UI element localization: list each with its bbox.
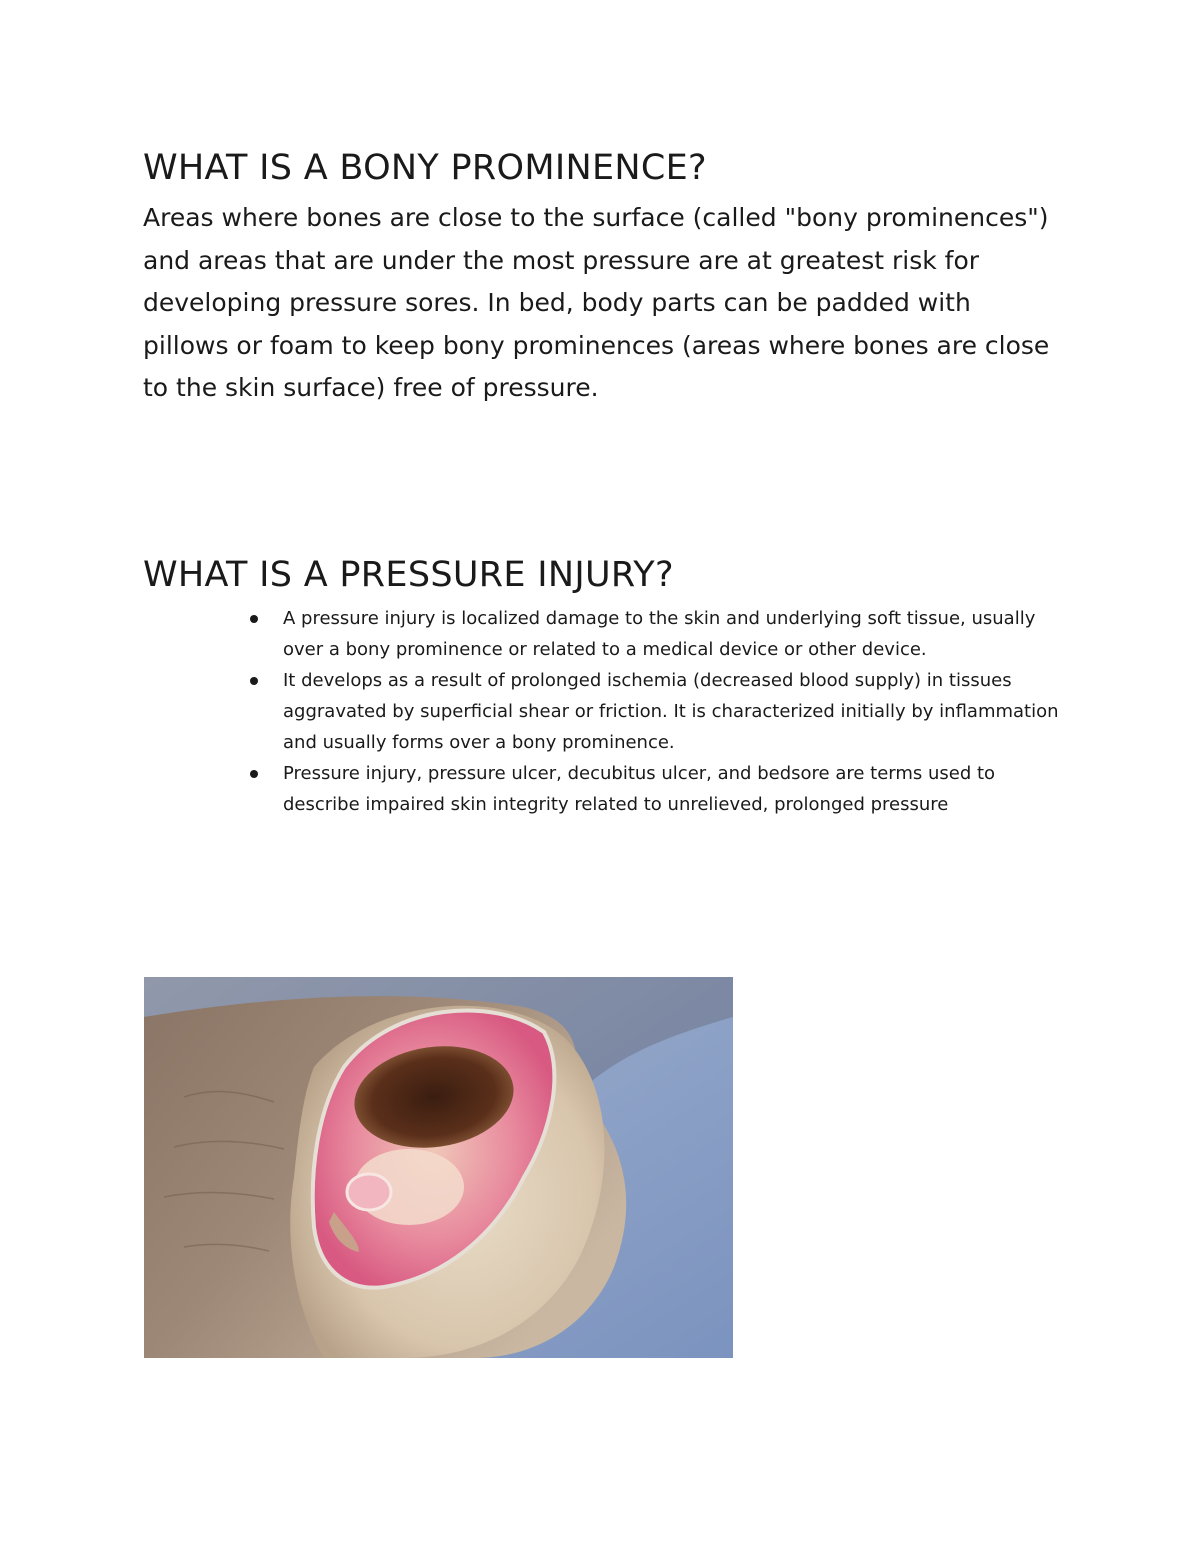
bullet-item [283,603,1063,665]
bullet-dot-icon [250,770,258,778]
heading-bony-prominence: WHAT IS A BONY PROMINENCE? [143,148,707,188]
bullet-dot-icon [250,677,258,685]
paragraph-bony-prominence: Areas where bones are close to the surface (called "bony prominences") and areas that are under the most pressure are at greatest risk for developing pressure sores. In bed, body parts can be padded with pillows or foam to keep bony prominences (areas where bones are close to the skin surface) free of pressure. [143,203,1050,402]
bullet-item [283,665,1063,758]
bullet-text: A pressure injury is localized damage to the skin and underlying soft tissue, usually over a bony prominence or related to a medical device or other device. [283,608,1036,660]
heel-pressure-ulcer-photo [144,977,733,1358]
bullet-dot-icon [250,615,258,623]
photo-illustration [144,977,733,1358]
pressure-injury-bullet-list [283,603,1063,820]
bullet-item [283,758,1063,820]
bullet-text: It develops as a result of prolonged ischemia (decreased blood supply) in tissues aggravated by superficial shear or friction. It is characterized initially by inflammation and usually forms over a bony prominence. [283,670,1059,753]
heading-pressure-injury: WHAT IS A PRESSURE INJURY? [143,555,674,595]
bullet-text: Pressure injury, pressure ulcer, decubitus ulcer, and bedsore are terms used to describe impaired skin integrity related to unrelieved, prolonged pressure [283,763,996,815]
